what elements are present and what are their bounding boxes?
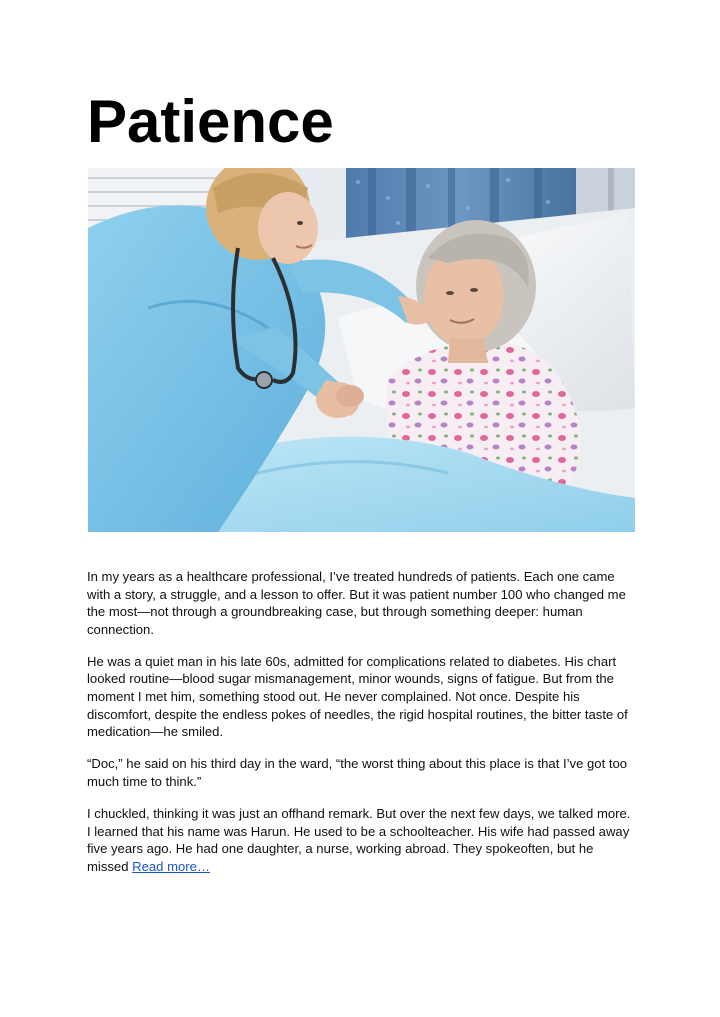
read-more-link[interactable]: Read more… [132, 858, 210, 874]
paragraph-1: In my years as a healthcare professional, I’ve treated hundreds of patients. Each one came with a story, a struggle, and a lesson to offer. But it was patient number 100 who changed me the most—not through a groundbreaking case, but through something deeper: human connection. [87, 569, 626, 637]
article-photo [88, 168, 635, 532]
paragraph-3: “Doc,” he said on his third day in the ward, “the worst thing about this place is that I’ve got too much time to think.” [87, 756, 628, 789]
article-title: Patience [87, 88, 334, 155]
article-body [87, 568, 635, 890]
paragraph-4 [87, 805, 635, 875]
paragraph-4-text: I chuckled, thinking it was just an offhand remark. But over the next few days, we talked more. I learned that his name was Harun. He used to be a schoolteacher. His wife had passed away five years ago. He had one daughter, a nurse, working abroad. They spokeoften, but he missed [87, 806, 631, 874]
nurse-holding-elderly-patient-hand-icon [88, 168, 635, 532]
paragraph-2: He was a quiet man in his late 60s, admitted for complications related to diabetes. His chart looked routine—blood sugar mismanagement, minor wounds, signs of fatigue. But from the moment I met him, something stood out. He never complained. Not once. Despite his discomfort, despite the endless pokes of needles, the rigid hospital routines, the bitter taste of medication—he smiled. [87, 653, 628, 740]
